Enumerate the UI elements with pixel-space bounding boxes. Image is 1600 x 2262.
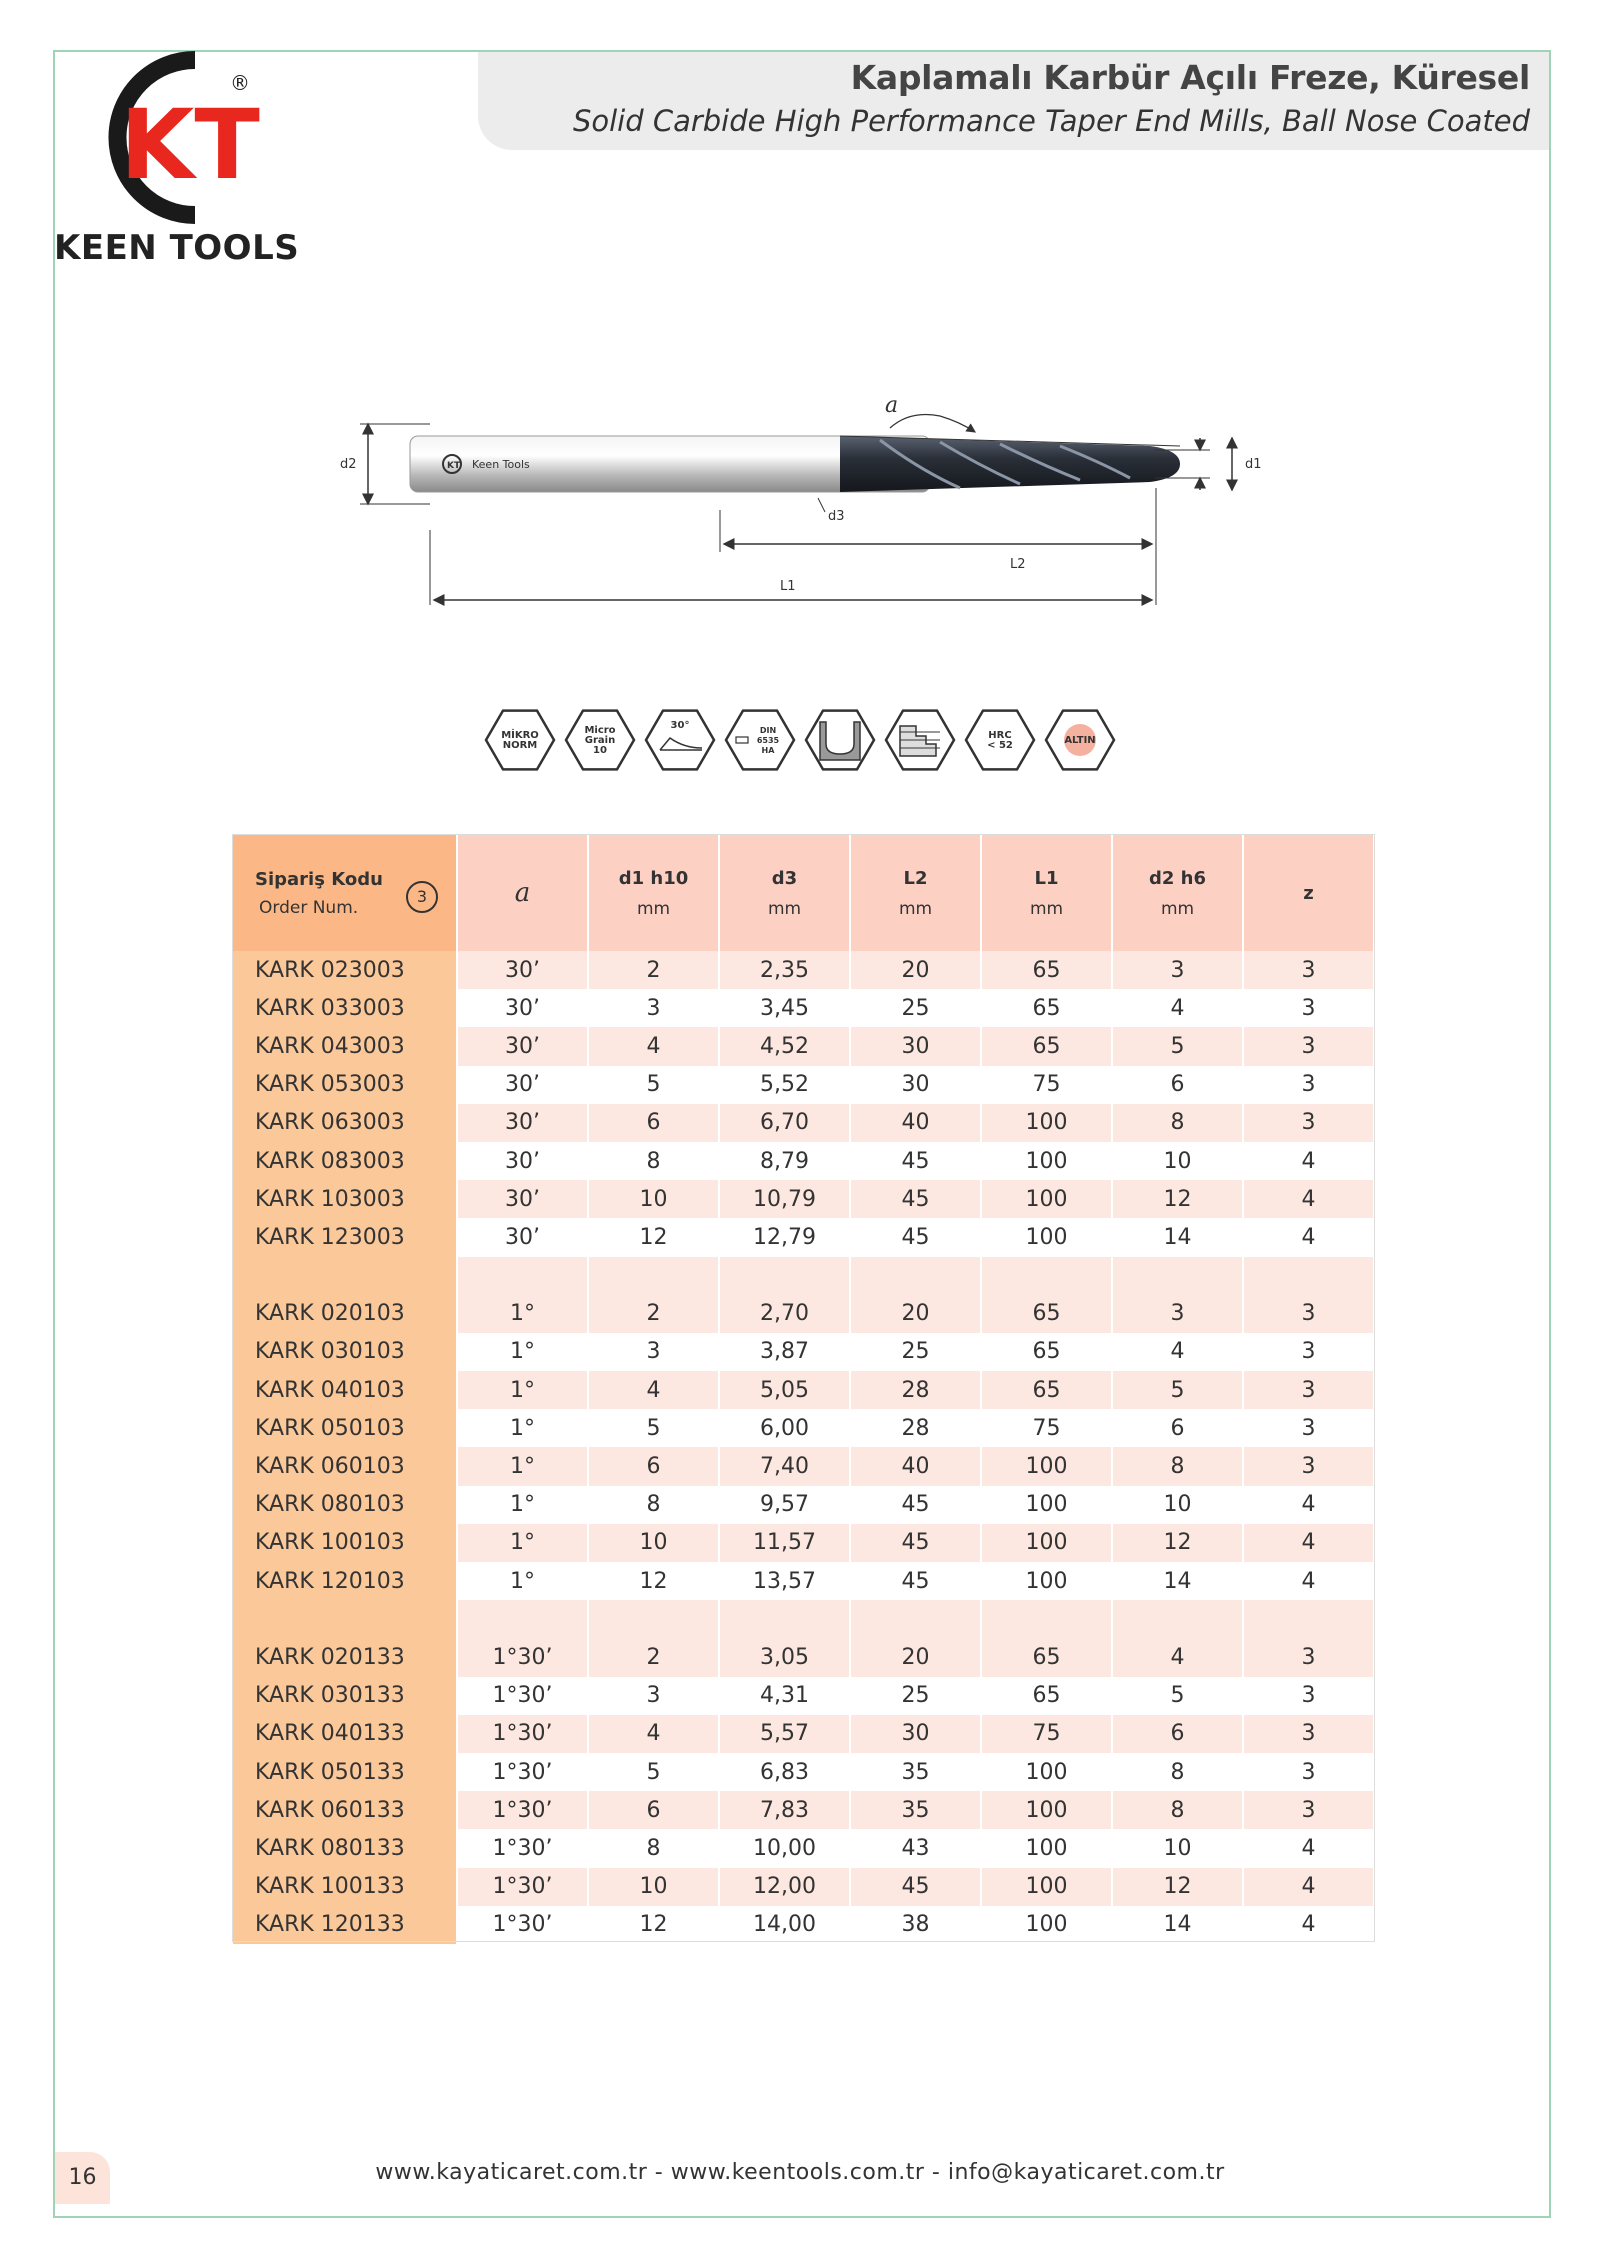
cell-order-code: KARK 033003 (233, 989, 457, 1027)
badge-label: 10 (593, 745, 607, 756)
cell-d3: 11,57 (719, 1524, 850, 1562)
unit-label: mm (1029, 898, 1064, 919)
cell-order-code: KARK 103003 (233, 1180, 457, 1218)
cell-z: 3 (1243, 951, 1374, 989)
cell-d2: 14 (1112, 1218, 1243, 1256)
cell-L2: 28 (850, 1371, 981, 1409)
table-row (233, 1447, 1374, 1485)
cell-z: 4 (1243, 1562, 1374, 1600)
cell-L1: 100 (981, 1142, 1112, 1180)
cell-d1: 3 (588, 1333, 719, 1371)
cell-d1: 8 (588, 1486, 719, 1524)
badge-label: DIN (759, 726, 777, 735)
spacer-cell (588, 1600, 719, 1638)
unit-label: mm (898, 898, 933, 919)
z-header (1243, 835, 1374, 951)
cell-d3: 6,70 (719, 1104, 850, 1142)
badge-label: Grain (584, 735, 616, 746)
spacer-cell (1243, 1600, 1374, 1638)
badge-label: ALTIN (1064, 735, 1096, 746)
cell-z: 3 (1243, 989, 1374, 1027)
cell-d3: 14,00 (719, 1906, 850, 1944)
L2-header-label: L2 (903, 867, 928, 889)
cell-alpha: 1° (457, 1371, 588, 1409)
spacer-cell (588, 1257, 719, 1295)
cell-d1: 6 (588, 1104, 719, 1142)
cell-L2: 45 (850, 1486, 981, 1524)
altin-coating-icon (1046, 711, 1114, 770)
cell-z: 3 (1243, 1104, 1374, 1142)
cell-order-code: KARK 060133 (233, 1791, 457, 1829)
L2-header (850, 835, 981, 951)
L1-label: L1 (780, 579, 796, 594)
cell-alpha: 1°30’ (457, 1791, 588, 1829)
cell-z: 3 (1243, 1371, 1374, 1409)
badge-label: NORM (502, 740, 538, 751)
cell-alpha: 1°30’ (457, 1677, 588, 1715)
cell-d2: 10 (1112, 1486, 1243, 1524)
order-header-en: Order Num. (259, 897, 359, 918)
spacer-cell (850, 1600, 981, 1638)
cell-d3: 3,05 (719, 1638, 850, 1676)
table-row (233, 1791, 1374, 1829)
cell-d1: 2 (588, 1295, 719, 1333)
cell-z: 4 (1243, 1142, 1374, 1180)
table-row (233, 1218, 1374, 1256)
z-header-label: z (1303, 882, 1314, 904)
spacer-cell (981, 1257, 1112, 1295)
table-row (233, 1333, 1374, 1371)
cell-L1: 65 (981, 1638, 1112, 1676)
cell-z: 4 (1243, 1868, 1374, 1906)
cell-d3: 4,31 (719, 1677, 850, 1715)
group-spacer-row (233, 1600, 1374, 1638)
cell-L1: 65 (981, 951, 1112, 989)
cell-d3: 10,79 (719, 1180, 850, 1218)
cell-L1: 100 (981, 1829, 1112, 1867)
cell-alpha: 30’ (457, 1218, 588, 1256)
L1-header (981, 835, 1112, 951)
d3-label: d3 (828, 509, 845, 524)
cell-d2: 3 (1112, 1295, 1243, 1333)
cell-d3: 7,83 (719, 1791, 850, 1829)
d1-header-label: d1 h10 (618, 867, 689, 889)
spacer-cell (233, 1257, 457, 1295)
cell-order-code: KARK 120133 (233, 1906, 457, 1944)
cell-alpha: 30’ (457, 1180, 588, 1218)
cell-L2: 30 (850, 1715, 981, 1753)
cell-L1: 100 (981, 1104, 1112, 1142)
cell-d1: 4 (588, 1371, 719, 1409)
cell-d2: 8 (1112, 1447, 1243, 1485)
cell-d3: 2,35 (719, 951, 850, 989)
d2-header (1112, 835, 1243, 951)
order-badge: 3 (406, 881, 438, 913)
badge-label: MİKRO (501, 730, 539, 741)
spacer-cell (719, 1600, 850, 1638)
cell-z: 4 (1243, 1906, 1374, 1944)
cell-z: 3 (1243, 1295, 1374, 1333)
table-row (233, 1715, 1374, 1753)
cell-d1: 5 (588, 1409, 719, 1447)
table-row (233, 1562, 1374, 1600)
cell-order-code: KARK 023003 (233, 951, 457, 989)
cell-d1: 2 (588, 951, 719, 989)
unit-label: mm (1160, 898, 1195, 919)
cell-d2: 8 (1112, 1791, 1243, 1829)
spacer-cell (233, 1600, 457, 1638)
table-row (233, 1677, 1374, 1715)
table-row (233, 989, 1374, 1027)
table-row (233, 1371, 1374, 1409)
table-header-row (233, 835, 1374, 951)
spacer-cell (981, 1600, 1112, 1638)
cell-alpha: 1° (457, 1333, 588, 1371)
cell-L2: 40 (850, 1447, 981, 1485)
cell-d2: 12 (1112, 1180, 1243, 1218)
cell-d2: 5 (1112, 1027, 1243, 1065)
slot-profile-icon (806, 711, 874, 770)
cell-L1: 65 (981, 1371, 1112, 1409)
cell-L1: 100 (981, 1218, 1112, 1256)
cell-L2: 25 (850, 989, 981, 1027)
svg-text:KT: KT (447, 461, 461, 471)
cell-order-code: KARK 030103 (233, 1333, 457, 1371)
cell-z: 3 (1243, 1333, 1374, 1371)
cell-alpha: 1°30’ (457, 1753, 588, 1791)
badge-label: 6535 (756, 736, 780, 745)
cell-d2: 10 (1112, 1142, 1243, 1180)
mikro-norm-icon (486, 711, 554, 770)
cell-L2: 30 (850, 1066, 981, 1104)
cell-L2: 45 (850, 1180, 981, 1218)
cell-L1: 100 (981, 1447, 1112, 1485)
cell-alpha: 1° (457, 1447, 588, 1485)
badge-label: HA (761, 746, 775, 755)
cell-d2: 4 (1112, 1638, 1243, 1676)
group-spacer-row (233, 1257, 1374, 1295)
cell-L2: 45 (850, 1142, 981, 1180)
cell-order-code: KARK 020133 (233, 1638, 457, 1676)
cell-L1: 100 (981, 1791, 1112, 1829)
cell-L2: 45 (850, 1218, 981, 1256)
cell-d2: 5 (1112, 1371, 1243, 1409)
cell-d1: 10 (588, 1868, 719, 1906)
din-6535-ha-icon (726, 711, 794, 770)
cell-d2: 14 (1112, 1562, 1243, 1600)
L2-label: L2 (1010, 557, 1026, 572)
badge-label: < 52 (987, 740, 1013, 751)
cell-L2: 35 (850, 1753, 981, 1791)
cell-L1: 100 (981, 1906, 1112, 1944)
cell-order-code: KARK 080103 (233, 1486, 457, 1524)
cell-L2: 25 (850, 1677, 981, 1715)
unit-label: mm (767, 898, 802, 919)
cell-z: 3 (1243, 1638, 1374, 1676)
badge-label: 30° (670, 720, 690, 731)
cell-d1: 4 (588, 1027, 719, 1065)
cell-d2: 10 (1112, 1829, 1243, 1867)
cell-order-code: KARK 060103 (233, 1447, 457, 1485)
cell-d3: 5,57 (719, 1715, 850, 1753)
cell-d1: 5 (588, 1753, 719, 1791)
d1-label: d1 (1245, 457, 1262, 472)
cell-d1: 12 (588, 1562, 719, 1600)
cell-L2: 28 (850, 1409, 981, 1447)
cell-d3: 5,52 (719, 1066, 850, 1104)
d1-header (588, 835, 719, 951)
cell-alpha: 1°30’ (457, 1715, 588, 1753)
badge-label: Micro (584, 725, 616, 736)
cell-L2: 45 (850, 1868, 981, 1906)
cell-order-code: KARK 080133 (233, 1829, 457, 1867)
cell-d2: 6 (1112, 1409, 1243, 1447)
cell-d1: 3 (588, 1677, 719, 1715)
cell-alpha: 1°30’ (457, 1868, 588, 1906)
cell-d3: 4,52 (719, 1027, 850, 1065)
tool-drawing (320, 380, 1280, 620)
spacer-cell (850, 1257, 981, 1295)
cell-L2: 35 (850, 1791, 981, 1829)
cell-alpha: 30’ (457, 1142, 588, 1180)
cell-d2: 12 (1112, 1524, 1243, 1562)
cell-d3: 5,05 (719, 1371, 850, 1409)
cell-z: 4 (1243, 1486, 1374, 1524)
alpha-label: a (885, 393, 899, 418)
cell-L2: 45 (850, 1524, 981, 1562)
cell-d1: 5 (588, 1066, 719, 1104)
spacer-cell (1243, 1257, 1374, 1295)
cell-z: 4 (1243, 1218, 1374, 1256)
spacer-cell (457, 1257, 588, 1295)
table-row (233, 1295, 1374, 1333)
page-subtitle: Solid Carbide High Performance Taper End Mills, Ball Nose Coated (572, 104, 1530, 138)
cell-order-code: KARK 053003 (233, 1066, 457, 1104)
cell-d2: 14 (1112, 1906, 1243, 1944)
step-profile-icon (886, 711, 954, 770)
cell-z: 3 (1243, 1066, 1374, 1104)
cell-order-code: KARK 040133 (233, 1715, 457, 1753)
registered-mark: ® (230, 71, 250, 95)
table-row (233, 1180, 1374, 1218)
cell-alpha: 1° (457, 1562, 588, 1600)
cell-L1: 100 (981, 1753, 1112, 1791)
cell-d3: 6,83 (719, 1753, 850, 1791)
cell-z: 4 (1243, 1180, 1374, 1218)
cell-alpha: 1° (457, 1409, 588, 1447)
cell-L2: 45 (850, 1562, 981, 1600)
spacer-cell (1112, 1257, 1243, 1295)
cell-d1: 10 (588, 1180, 719, 1218)
cell-d3: 3,87 (719, 1333, 850, 1371)
cell-d1: 8 (588, 1142, 719, 1180)
cell-d1: 6 (588, 1447, 719, 1485)
unit-label: mm (636, 898, 671, 919)
cell-alpha: 1° (457, 1295, 588, 1333)
table-row (233, 1066, 1374, 1104)
cell-alpha: 1° (457, 1524, 588, 1562)
cell-d1: 10 (588, 1524, 719, 1562)
cell-d2: 8 (1112, 1753, 1243, 1791)
table-row (233, 1906, 1374, 1944)
cell-d3: 7,40 (719, 1447, 850, 1485)
cell-order-code: KARK 120103 (233, 1562, 457, 1600)
logo-letters: KT (120, 89, 260, 201)
cell-L2: 20 (850, 1638, 981, 1676)
cell-alpha: 30’ (457, 1027, 588, 1065)
cell-d3: 13,57 (719, 1562, 850, 1600)
cell-L2: 20 (850, 1295, 981, 1333)
table-row (233, 1142, 1374, 1180)
cell-z: 3 (1243, 1715, 1374, 1753)
cell-d1: 8 (588, 1829, 719, 1867)
d3-header (719, 835, 850, 951)
cell-order-code: KARK 063003 (233, 1104, 457, 1142)
cell-order-code: KARK 030133 (233, 1677, 457, 1715)
cell-L1: 100 (981, 1524, 1112, 1562)
cell-order-code: KARK 050103 (233, 1409, 457, 1447)
cell-order-code: KARK 123003 (233, 1218, 457, 1256)
table-row (233, 1829, 1374, 1867)
cell-z: 3 (1243, 1791, 1374, 1829)
cell-alpha: 30’ (457, 989, 588, 1027)
cell-L1: 100 (981, 1180, 1112, 1218)
cell-L1: 75 (981, 1715, 1112, 1753)
table-row (233, 1104, 1374, 1142)
cell-alpha: 1°30’ (457, 1638, 588, 1676)
cell-d3: 3,45 (719, 989, 850, 1027)
cell-L1: 100 (981, 1868, 1112, 1906)
L1-header-label: L1 (1034, 867, 1059, 889)
cell-alpha: 1° (457, 1486, 588, 1524)
cell-d1: 4 (588, 1715, 719, 1753)
cell-d2: 5 (1112, 1677, 1243, 1715)
cell-L1: 75 (981, 1066, 1112, 1104)
table-row (233, 1638, 1374, 1676)
cell-d2: 12 (1112, 1868, 1243, 1906)
cell-alpha: 1°30’ (457, 1906, 588, 1944)
cell-L1: 65 (981, 1295, 1112, 1333)
cell-L2: 20 (850, 951, 981, 989)
logo-name: KEEN TOOLS (54, 228, 300, 268)
cell-d3: 6,00 (719, 1409, 850, 1447)
cell-d1: 12 (588, 1218, 719, 1256)
cell-d3: 12,00 (719, 1868, 850, 1906)
page-number: 16 (55, 2152, 110, 2204)
cell-d2: 6 (1112, 1715, 1243, 1753)
order-header-tr: Sipariş Kodu (255, 868, 383, 890)
cell-L2: 40 (850, 1104, 981, 1142)
feature-badges (480, 700, 1130, 780)
cell-d2: 6 (1112, 1066, 1243, 1104)
alpha-header-label: a (514, 878, 531, 908)
cell-alpha: 30’ (457, 951, 588, 989)
cell-z: 4 (1243, 1524, 1374, 1562)
cell-L1: 100 (981, 1562, 1112, 1600)
cell-d1: 6 (588, 1791, 719, 1829)
table-row (233, 1027, 1374, 1065)
cell-d3: 9,57 (719, 1486, 850, 1524)
cell-L1: 100 (981, 1486, 1112, 1524)
cell-d2: 8 (1112, 1104, 1243, 1142)
cell-d3: 8,79 (719, 1142, 850, 1180)
cell-d3: 12,79 (719, 1218, 850, 1256)
page-title: Kaplamalı Karbür Açılı Freze, Küresel (850, 58, 1530, 97)
cell-d2: 4 (1112, 1333, 1243, 1371)
cell-d3: 10,00 (719, 1829, 850, 1867)
cell-d1: 12 (588, 1906, 719, 1944)
footer-contact: www.kayaticaret.com.tr - www.keentools.com.tr - info@kayaticaret.com.tr (375, 2160, 1225, 2185)
cell-alpha: 30’ (457, 1066, 588, 1104)
angle-30-icon (646, 711, 714, 770)
cell-L1: 65 (981, 989, 1112, 1027)
cell-L2: 43 (850, 1829, 981, 1867)
cell-d1: 2 (588, 1638, 719, 1676)
cell-L2: 30 (850, 1027, 981, 1065)
table-row (233, 1753, 1374, 1791)
cell-z: 3 (1243, 1027, 1374, 1065)
spec-table (233, 835, 1375, 1944)
cell-z: 4 (1243, 1829, 1374, 1867)
cell-d1: 3 (588, 989, 719, 1027)
cell-L1: 65 (981, 1333, 1112, 1371)
cell-d2: 3 (1112, 951, 1243, 989)
alpha-header (457, 835, 588, 951)
d2-header-label: d2 h6 (1148, 867, 1206, 889)
cell-order-code: KARK 040103 (233, 1371, 457, 1409)
cell-order-code: KARK 100133 (233, 1868, 457, 1906)
shank-label: Keen Tools (472, 458, 530, 471)
spacer-cell (457, 1600, 588, 1638)
cell-order-code: KARK 043003 (233, 1027, 457, 1065)
spacer-cell (1112, 1600, 1243, 1638)
cell-z: 3 (1243, 1447, 1374, 1485)
cell-order-code: KARK 100103 (233, 1524, 457, 1562)
spacer-cell (719, 1257, 850, 1295)
cell-L2: 25 (850, 1333, 981, 1371)
d3-header-label: d3 (771, 867, 798, 889)
d2-label: d2 (340, 457, 357, 472)
cell-alpha: 30’ (457, 1104, 588, 1142)
cell-L1: 65 (981, 1677, 1112, 1715)
cell-L2: 38 (850, 1906, 981, 1944)
table-row (233, 1409, 1374, 1447)
order-header (233, 835, 457, 951)
table-row (233, 1524, 1374, 1562)
badge-label: HRC (988, 730, 1012, 741)
cell-order-code: KARK 083003 (233, 1142, 457, 1180)
cell-d2: 4 (1112, 989, 1243, 1027)
cell-L1: 65 (981, 1027, 1112, 1065)
cell-L1: 75 (981, 1409, 1112, 1447)
keen-tools-logo (80, 50, 280, 230)
cell-order-code: KARK 020103 (233, 1295, 457, 1333)
hrc-icon (966, 711, 1034, 770)
cell-z: 3 (1243, 1409, 1374, 1447)
cell-d3: 2,70 (719, 1295, 850, 1333)
cell-order-code: KARK 050133 (233, 1753, 457, 1791)
cell-alpha: 1°30’ (457, 1829, 588, 1867)
table-row (233, 951, 1374, 989)
cell-z: 3 (1243, 1753, 1374, 1791)
table-row (233, 1868, 1374, 1906)
micro-grain-icon (566, 711, 634, 770)
table-row (233, 1486, 1374, 1524)
cell-z: 3 (1243, 1677, 1374, 1715)
